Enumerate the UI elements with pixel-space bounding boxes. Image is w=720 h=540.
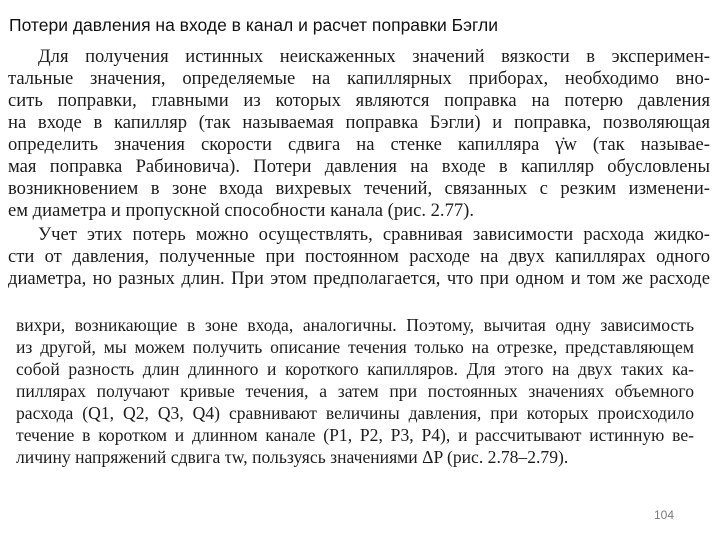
text-line: личину напряжений сдвига τw, пользуясь значениями ΔP (рис. 2.78–2.79). <box>16 447 569 467</box>
text-line: расхода (Q1, Q2, Q3, Q4) сравнивают величины давления, при которых происходило <box>16 403 694 423</box>
text-line: на входе в капилляр (так называемая поправка Бэгли) и поправка, позволяющая <box>8 112 710 133</box>
text-line: диаметра, но разных длин. При этом предполагается, что при одном и том же расходе <box>8 268 710 289</box>
slide-title: Потери давления на входе в канал и расчет поправки Бэгли <box>9 15 499 35</box>
text-line: Для получения истинных неискаженных значений вязкости в эксперимен- <box>38 46 710 67</box>
page-number: 104 <box>653 508 675 522</box>
text-line: определить значения скорости сдвига на стенке капилляра γ̇w (так называе- <box>8 134 710 155</box>
text-line: вихри, возникающие в зоне входа, аналогичны. Поэтому, вычитая одну зависимость <box>16 315 694 335</box>
text-line: из другой, мы можем получить описание течения только на отрезке, представляющем <box>16 337 694 357</box>
text-line: собой разность длин длинного и короткого капилляров. Для этого на двух таких ка- <box>16 359 694 379</box>
text-line: пиллярах получают кривые течения, а затем при постоянных значениях объемного <box>16 381 694 401</box>
text-line: Учет этих потерь можно осуществлять, сравнивая зависимости расхода жидко- <box>38 224 710 245</box>
text-line: течение в коротком и длинном канале (P1, P2, P3, P4), и рассчитывают истинную ве- <box>16 425 694 445</box>
text-line: мая поправка Рабиновича). Потери давления на входе в капилляр обусловлены <box>8 156 710 177</box>
text-line: сти от давления, полученные при постоянном расходе на двух капиллярах одного <box>8 246 710 267</box>
text-line: тальные значения, определяемые на капиллярных приборах, необходимо вно- <box>8 68 710 89</box>
text-line: сить поправки, главными из которых являются поправка на потерю давления <box>8 90 710 111</box>
text-line: ем диаметра и пропускной способности канала (рис. 2.77). <box>8 200 475 221</box>
text-line: возникновением в зоне входа вихревых течений, связанных с резким изменени- <box>8 178 710 199</box>
